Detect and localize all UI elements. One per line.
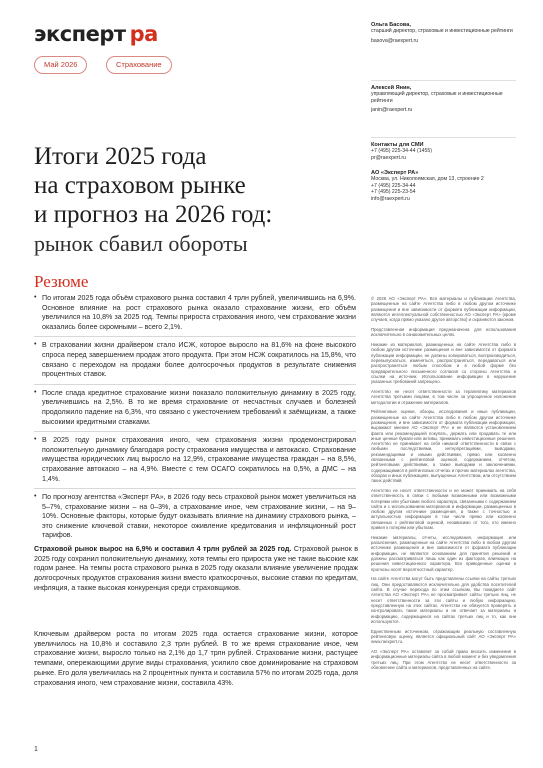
body-paragraph-2: Ключевым драйвером роста по итогам 2025 года остается страхование жизни, которое увеличилось на 10,8% и составило 2,3 трлн рублей. В то же время страхование иное, чем страхование жизни, выросло только на 2,1% до 1,7 трлн рублей. Страхование жизни, растущее темпами, опережающими другие виды страхования, усилило свое доминирование на страховом рынке. Его доля увеличилась на 2 процентных пункта и составила 57% по итогам 2025 года, доля страхования иного, чем страхование жизни, составила 43%. <box>34 630 358 687</box>
legal-paragraph: Представленная информация предназначена для использования исключительно в ознакомительных целях. <box>371 326 516 338</box>
divider <box>371 80 516 81</box>
logo <box>34 22 158 44</box>
contact-role: управляющий директор, страховые и инвестиционные рейтинги <box>371 91 503 104</box>
summary-bullet: • В страховании жизни драйвером стало ИСЖ, которое выросло на 81,6% на фоне высокого спроса перед завершением продаж этого продукта. При этом НСЖ сократилось на 15,8%, что связано с переходом на продажи более долгосрочных продуктов в результате снижения процентных ставок. <box>34 336 356 383</box>
contact-person-1 <box>371 22 516 44</box>
page-number: 1 <box>34 746 38 753</box>
contact-name: Алексей Янин, <box>371 85 412 91</box>
summary-bullet: • В 2025 году рынок страхования иного, чем страхования жизни продемонстрировал положительную динамику благодаря росту страхования имущества и автокаско. Страхование имущества юридических лиц выросло на 12,9%, страхование имущества граждан – на 8,5%, страхование автокаско – на 4,9%. Вместе с тем ОСАГО сократилось на 0,5%, а ДМС – на 1,4%. <box>34 431 356 488</box>
media-contacts <box>371 142 516 161</box>
legal-paragraph: На сайте Агентства могут быть представлены ссылки на сайты третьих лиц. Они предоставляются исключительно для удобства посетителей сайта. В случае перехода по этим ссылкам, Вы покидаете сайт Агентства АО «Эксперт РА» не просматривает сайты третьих лиц, не несет ответственности за эти сайты и любую информацию, представленную на этих сайтах. Агентство не обязуется проверять и контролировать такие материалы и не отвечает за материалы и информацию, содержащиеся на сайтах третьих лиц и то, как они используются. <box>371 576 516 624</box>
contact-person-2 <box>371 85 516 114</box>
page-title <box>34 142 354 229</box>
legal-paragraph: Агентство не несет ответственности и не может принимать на себя ответственность в связи с любыми возможными или возможными потерями или убытками любого характера, связанными с содержанием сайта и с использованием материалов и информации, размещенных в любом другом источнике размещения, а также с точностью и актуальностью информации в том числе прямо или косвенно связанных с рейтинговой оценкой, независимо от того, кто именно привел к потерям или убыткам. <box>371 488 516 531</box>
media-phone: +7 (495) 225-34-44 (1455) <box>371 148 432 155</box>
divider <box>371 137 516 138</box>
org-phone-2: +7 (495) 225-23-54 <box>371 189 416 196</box>
summary-bullet: • После спада кредитное страхование жизни показало положительную динамику в 2025 году, увеличившись на 2,5%. В то же время страхование от несчастных случаев и болезней продолжило падение на 6,3%, что связано с ужесточением требований к заёмщикам, а также высокими кредитными ставками. <box>34 384 356 431</box>
legal-paragraph: АО «Эксперт РА» оставляет за собой право вносить изменения в информационные материалы сайта в любой момент и без уведомления третьих лиц. При этом Агентство не несет ответственности за обновление сайта и материалов, представленных на сайте. <box>371 649 516 670</box>
legal-paragraph: Никакие из материалов, размещенных на сайте Агентства либо в любом другом источнике размещения и вне зависимости от формата публикации информации, не должны копироваться, воспроизводиться, перевыпускаться, изменяться, распространяться, передаваться или распространяться любым способом и в любой форме без предварительного письменного согласия со стороны Агентства и ссылки на источник. Использование информации в нарушение указанных требований запрещено. <box>371 342 516 385</box>
contact-email[interactable]: basova@raexpert.ru <box>371 37 419 44</box>
summary-heading: Резюме <box>34 272 89 291</box>
legal-paragraph: Рейтинговые оценки, обзоры, исследования и иные публикации, размещенные на сайте Агентства либо в любом другом источнике размещения, и вне зависимости от формата публикации информации, выражают мнение АО «Эксперт РА» и не являются установлением факта или рекомендацией покупать, держать или продавать те или иные ценные бумаги или активы, принимать инвестиционные решения. Агентство не принимает на себя никакой ответственности в связи с любыми последствиями, интерпретациями, выводами, рекомендациями и иными действиями, прямо или косвенно связанными с рейтинговой оценкой, содержанием, отчётом, рейтинговыми действиями, а также выводами и заключениями, содержащимися в рейтинговых отчетах и прочих материалах агентства, обзорах и иных публикациях, выпущенных Агентством, или отсутствием таких действий. <box>371 409 516 484</box>
org-email[interactable]: info@raexpert.ru <box>371 195 410 202</box>
date-tag: Май 2026 <box>34 56 87 74</box>
summary-list <box>34 294 356 545</box>
media-heading: Контакты для СМИ <box>371 142 424 148</box>
legal-disclaimer <box>371 296 516 675</box>
contact-role: старший директор, страховые и инвестиционные рейтинги <box>371 28 513 35</box>
title-line-2: на страховом рынке <box>34 172 246 199</box>
summary-bullet: • По прогнозу агентства «Эксперт РА», в 2026 году весь страховой рынок может увеличиться на 5–7%, страхование жизни – на 0–3%, а страхование иное, чем страхование жизни, – на 9–10%. Основные факторы, которые будут оказывать влияние на динамику страхового рынка, – это снижение ключевой ставки, некоторое оживление кредитования и инфляционный рост тарифов. <box>34 488 356 545</box>
legal-paragraph: Никакие материалы, отчеты, исследования, информация или разъяснения, размещенные на сайте Агентства либо в любом другом источнике размещения и вне зависимости от формата публикации информации, не являются основанием для принятия решений и должны рассматриваться лишь как один из факторов, влияющих на решения инвестиционного характера. Все приведенные оценки и прогнозы носят вероятностный характер. <box>371 534 516 572</box>
org-phone-1: +7 (495) 225-34-44 <box>371 182 416 189</box>
media-email[interactable]: pr@raexpert.ru <box>371 154 406 161</box>
contact-name: Ольга Басова, <box>371 22 411 28</box>
logo-word: эксперт <box>34 22 126 46</box>
org-heading: АО «Эксперт РА» <box>371 170 419 176</box>
lead-bold: Страховой рынок вырос на 6,9% и составил 4 трлн рублей за 2025 год. <box>34 545 292 553</box>
org-address: Москва, ул. Николоямская, дом 13, строение 2 <box>371 176 484 183</box>
org-contacts <box>371 170 516 202</box>
contact-email[interactable]: janin@raexpert.ru <box>371 107 413 114</box>
title-line-3: и прогноз на 2026 год: <box>34 201 273 228</box>
section-tag[interactable]: Страхование <box>106 56 172 74</box>
legal-paragraph: © 2026 АО «Эксперт РА». Вся материалы и публикации Агентства, размещенные на сайте Агентства либо в любом другом источнике размещения и вне зависимости от формата публикации информации, являются интеллектуальной собственностью АО «Эксперт РА» (кроме случаев, когда прямо указано другое авторство) и охраняются законом. <box>371 296 516 323</box>
logo-accent: ра <box>129 22 158 46</box>
title-line-1: Итоги 2025 года <box>34 143 207 170</box>
summary-bullet: • По итогам 2025 года объём страхового рынка составил 4 трлн рублей, увеличившись на 6,9%. Основное влияние на рост страхового рынка оказало страхование жизни, его объём увеличился на 10,8% за 2025 год. Темпы прироста страхования иного, чем страхование жизни оказались более скромными – всего 2,1%. <box>34 294 356 336</box>
page-subtitle: рынок сбавил обороты <box>34 231 248 256</box>
body-paragraph-1 <box>34 545 358 594</box>
lead-rest: Страховой рынок в 2025 году сохранил положительную динамику, хотя темпы его прироста уже не такие высокие как годом ранее. На темпы роста страхового рынка в 2025 году оказали влияние увеличение продаж долгосрочных продуктов страхования жизни вместо краткосрочных, высокие ставки по кредитам, инфляция, а также высокая конкуренция среди страховщиков. <box>34 545 358 592</box>
legal-paragraph: Единственным источником, отражающим реальную составленную рейтинговую оценку, является официальный сайт АО «Эксперт РА» www.raexpert.ru. <box>371 628 516 645</box>
legal-paragraph: Агентство не несет ответственности за терапевтику материалов Агентства третьими лицами, в том числе за упрощенное изложение методологии и отражение материалов. <box>371 388 516 405</box>
